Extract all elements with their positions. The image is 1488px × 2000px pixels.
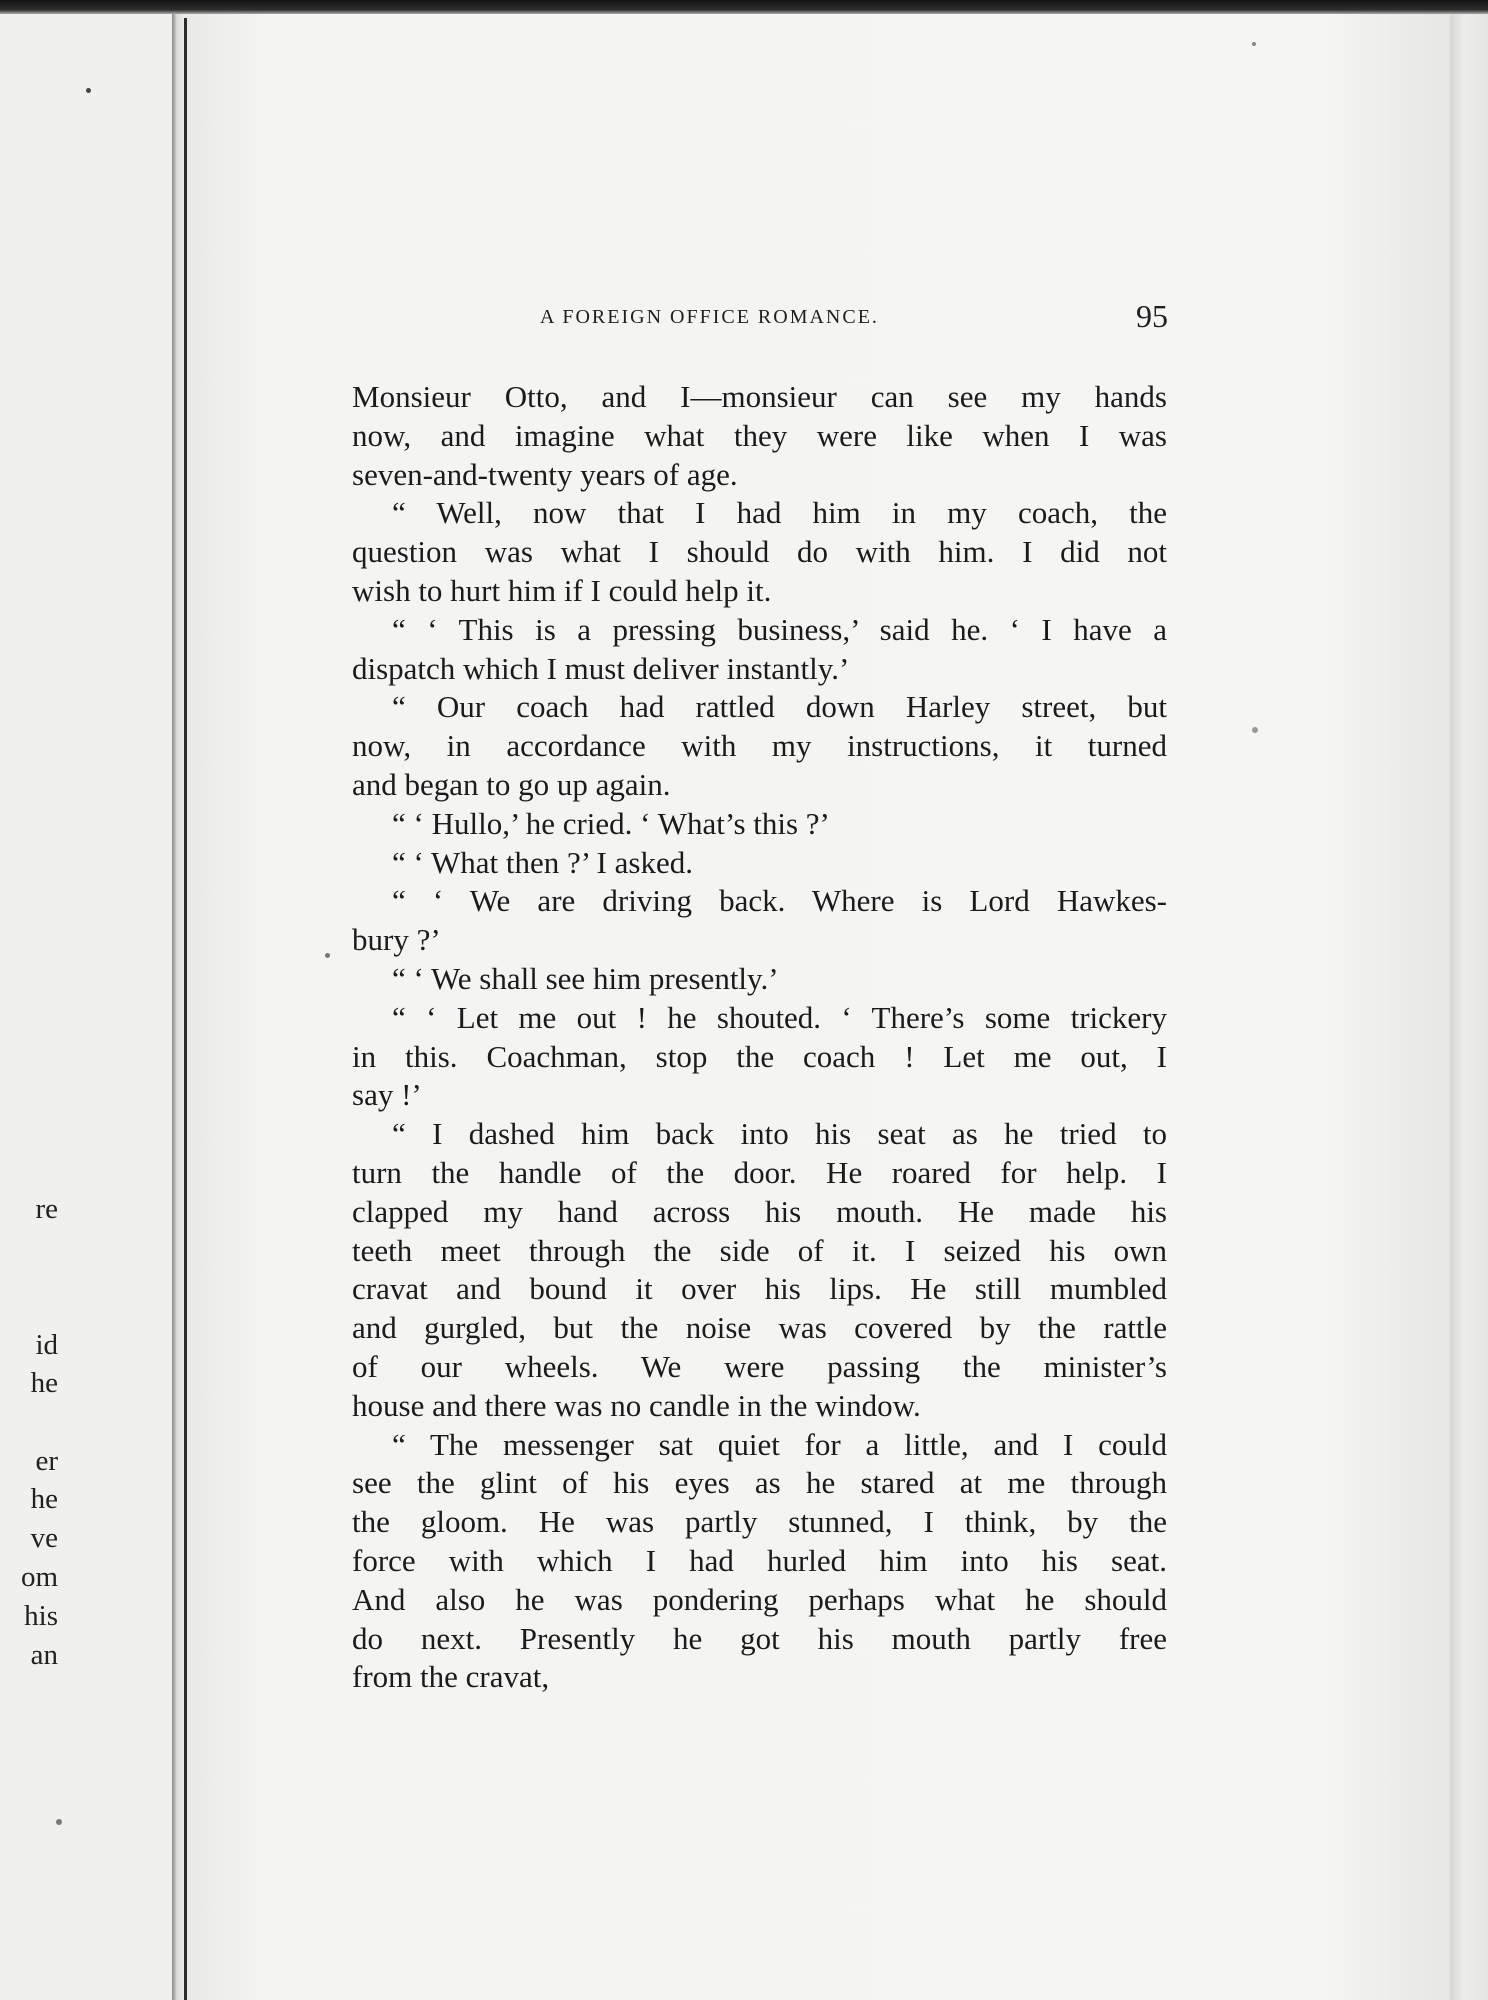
text-line: teeth meet through the side of it. I seized his own: [352, 1232, 1167, 1268]
left-page-fragment: id: [35, 1329, 58, 1361]
text-line: question was what I should do with him. I did not: [352, 534, 1167, 570]
text-line: “ ‘ Hullo,’ he cried. ‘ What’s this ?’: [392, 805, 830, 841]
text-line: turn the handle of the door. He roared for help. I: [352, 1154, 1167, 1190]
page-number: 95: [1136, 298, 1168, 334]
left-page-fragment: om: [20, 1561, 58, 1593]
page-edge: [1450, 14, 1488, 2000]
text-line: do next. Presently he got his mouth partly free: [352, 1620, 1167, 1656]
text-line: cravat and bound it over his lips. He still mumbled: [352, 1271, 1167, 1307]
ink-speck: [1252, 42, 1256, 46]
left-page-fragment: he: [30, 1367, 58, 1399]
text-line: wish to hurt him if I could help it.: [352, 572, 772, 608]
text-line: now, in accordance with my instructions, it turned: [352, 728, 1167, 764]
text-line: “ Our coach had rattled down Harley street, but: [392, 689, 1167, 725]
text-line: say !’: [352, 1077, 422, 1113]
text-line: dispatch which I must deliver instantly.’: [352, 650, 850, 686]
text-line: of our wheels. We were passing the minister’s: [352, 1348, 1167, 1384]
left-page-fragment: ve: [30, 1522, 58, 1554]
text-line: “ Well, now that I had him in my coach, the: [392, 495, 1167, 531]
text-line: and gurgled, but the noise was covered by the rattle: [352, 1310, 1167, 1346]
text-line: “ ‘ What then ?’ I asked.: [392, 844, 693, 880]
text-line: And also he was pondering perhaps what he should: [352, 1581, 1167, 1617]
text-line: house and there was no candle in the window.: [352, 1387, 921, 1423]
left-page-fragment: his: [24, 1600, 58, 1632]
ink-speck: [325, 953, 330, 958]
text-line: “ ‘ This is a pressing business,’ said he. ‘ I have a: [392, 611, 1167, 647]
running-head: A FOREIGN OFFICE ROMANCE.: [540, 306, 879, 328]
left-page: [0, 14, 172, 2000]
ink-speck: [56, 1819, 62, 1825]
text-line: the gloom. He was partly stunned, I think, by the: [352, 1504, 1167, 1540]
left-page-fragment: he: [30, 1483, 58, 1515]
text-line: see the glint of his eyes as he stared at me through: [352, 1465, 1167, 1501]
text-line: from the cravat,: [352, 1659, 550, 1695]
text-line: seven-and-twenty years of age.: [352, 456, 738, 492]
ink-speck: [86, 88, 91, 93]
text-line: Monsieur Otto, and I—monsieur can see my hands: [352, 379, 1167, 414]
text-line: force with which I had hurled him into his seat.: [352, 1542, 1167, 1578]
text-line: clapped my hand across his mouth. He made his: [352, 1193, 1167, 1229]
text-line: and began to go up again.: [352, 766, 671, 802]
text-line: bury ?’: [352, 922, 441, 958]
text-line: now, and imagine what they were like when I was: [352, 417, 1167, 453]
left-page-fragment: re: [35, 1193, 58, 1225]
text-line: in this. Coachman, stop the coach ! Let me out, I: [352, 1038, 1167, 1074]
text-line: “ I dashed him back into his seat as he tried to: [392, 1116, 1167, 1152]
scan-top-border: [0, 0, 1488, 14]
text-line: “ The messenger sat quiet for a little, and I could: [392, 1426, 1167, 1462]
text-line: “ ‘ We shall see him presently.’: [392, 960, 779, 996]
text-line: “ ‘ Let me out ! he shouted. ‘ There’s some trickery: [392, 999, 1167, 1035]
left-page-fragment: an: [30, 1639, 58, 1671]
text-line: “ ‘ We are driving back. Where is Lord Hawkes-: [392, 883, 1167, 919]
body-text: [352, 378, 1167, 1697]
ink-speck: [1252, 727, 1258, 733]
left-page-fragment: er: [35, 1445, 58, 1477]
